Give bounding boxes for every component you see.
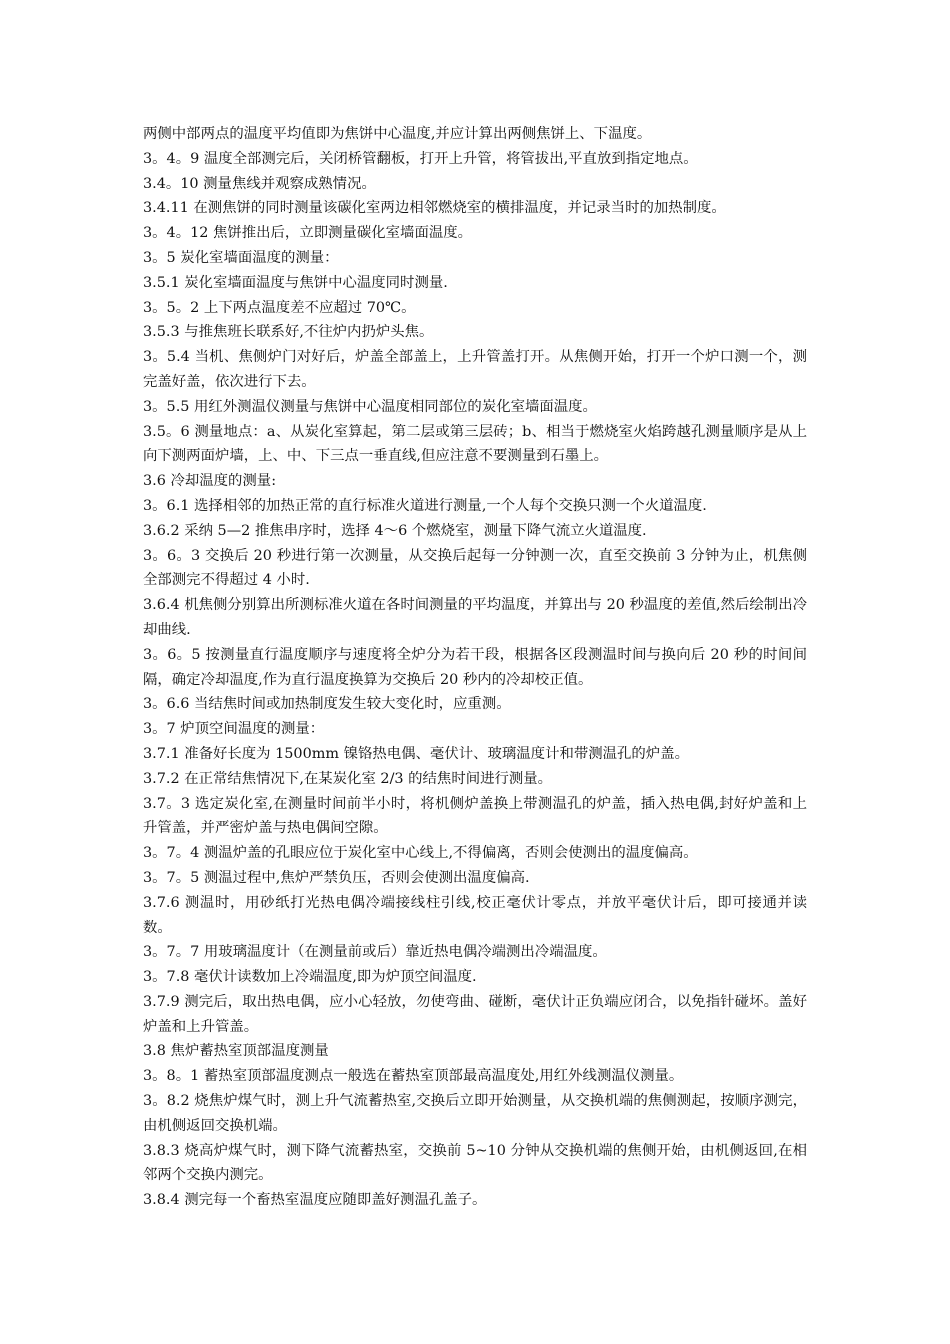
- paragraph: 3。5.5 用红外测温仪测量与焦饼中心温度相同部位的炭化室墙面温度。: [143, 398, 597, 415]
- paragraph: 两侧中部两点的温度平均值即为焦饼中心温度,并应计算出两侧焦饼上、下温度。: [143, 126, 652, 142]
- paragraph: 3.5。6 测量地点：a、从炭化室算起，第二层或第三层砖；b、相当于燃烧室火焰跨越孔测量顺序是从上向下测两面炉墙，上、中、下三点一垂直线,但应注意不要测量到石墨上。: [143, 423, 807, 465]
- paragraph: 3.7.1 准备好长度为 1500mm 镍铬热电偶、毫伏计、玻璃温度计和带测温孔的炉盖。: [143, 745, 689, 762]
- paragraph: 3.7。3 选定炭化室,在测量时间前半小时，将机侧炉盖换上带测温孔的炉盖，插入热电偶,封好炉盖和上升管盖，并严密炉盖与热电偶间空隙。: [143, 795, 807, 837]
- paragraph: 3。8。1 蓄热室顶部温度测点一般选在蓄热室顶部最高温度处,用红外线测温仪测量。: [143, 1068, 684, 1085]
- paragraph: 3。4。12 焦饼推出后，立即测量碳化室墙面温度。: [143, 225, 473, 242]
- paragraph: 3.7.9 测完后，取出热电偶，应小心轻放，勿使弯曲、碰断，毫伏计正负端应闭合，以免指针碰坏。盖好炉盖和上升管盖。: [143, 993, 807, 1035]
- paragraph: 3.6.4 机焦侧分别算出所测标准火道在各时间测量的平均温度，并算出与 20 秒温度的差值,然后绘制出冷却曲线.: [143, 597, 807, 638]
- paragraph: 3.4.11 在测焦饼的同时测量该碳化室两边相邻燃烧室的横排温度，并记录当时的加热制度。: [143, 200, 726, 217]
- section-heading: 3。5 炭化室墙面温度的测量：: [143, 249, 339, 266]
- paragraph: 3.7.6 测温时，用砂纸打光热电偶冷端接线柱引线,校正毫伏计零点，并放平毫伏计后，即可接通并读数。: [143, 894, 807, 936]
- paragraph: 3。5.4 当机、焦侧炉门对好后，炉盖全部盖上，上升管盖打开。从焦侧开始，打开一个炉口测一个，测完盖好盖，依次进行下去。: [143, 349, 807, 390]
- paragraph: 3。6.6 当结焦时间或加热制度发生较大变化时，应重测。: [143, 696, 511, 713]
- paragraph: 3。6.1 选择相邻的加热正常的直行标准火道进行测量,一个人每个交换只测一个火道温度.: [143, 497, 707, 514]
- paragraph: 3.8.3 烧高炉煤气时，测下降气流蓄热室，交换前 5~10 分钟从交换机端的焦侧开始，由机侧返回,在相邻两个交换内测完。: [143, 1142, 807, 1184]
- paragraph: 3。7.8 毫伏计读数加上冷端温度,即为炉顶空间温度.: [143, 969, 477, 986]
- paragraph: 3.4。10 测量焦线并观察成熟情况。: [143, 175, 376, 192]
- section-heading: 3。7 炉顶空间温度的测量：: [143, 721, 325, 738]
- paragraph: 3。4。9 温度全部测完后，关闭桥管翻板，打开上升管，将管拔出,平直放到指定地点。: [143, 150, 698, 167]
- document-body: [143, 122, 807, 1213]
- paragraph: 3。5。2 上下两点温度差不应超过 70℃。: [143, 299, 416, 316]
- paragraph: 3.6.2 采纳 5—2 推焦串序时，选择 4～6 个燃烧室，测量下降气流立火道温度.: [143, 522, 647, 539]
- paragraph: 3。8.2 烧焦炉煤气时，测上升气流蓄热室,交换后立即开始测量，从交换机端的焦侧测起，按顺序测完，由机侧返回交换机端。: [143, 1093, 807, 1134]
- paragraph: 3。6。3 交换后 20 秒进行第一次测量，从交换后起每一分钟测一次，直至交换前 3 分钟为止，机焦侧全部测完不得超过 4 小时.: [143, 547, 807, 589]
- paragraph: 3。7。7 用玻璃温度计（在测量前或后）靠近热电偶冷端测出冷端温度。: [143, 944, 607, 961]
- section-heading: 3.8 焦炉蓄热室顶部温度测量: [143, 1043, 329, 1060]
- paragraph: 3。7。5 测温过程中,焦炉严禁负压，否则会使测出温度偏高.: [143, 869, 530, 886]
- paragraph: 3.7.2 在正常结焦情况下,在某炭化室 2/3 的结焦时间进行测量。: [143, 770, 553, 787]
- section-heading: 3.6 冷却温度的测量:: [143, 473, 277, 490]
- paragraph: 3。6。5 按测量直行温度顺序与速度将全炉分为若干段，根据各区段测温时间与换向后 20 秒的时间间隔，确定冷却温度,作为直行温度换算为交换后 20 秒内的冷却校正值。: [143, 646, 807, 688]
- paragraph: 3.8.4 测完每一个畜热室温度应随即盖好测温孔盖子。: [143, 1192, 487, 1209]
- paragraph: 3.5.1 炭化室墙面温度与焦饼中心温度同时测量.: [143, 274, 448, 291]
- paragraph: 3.5.3 与推焦班长联系好,不往炉内扔炉头焦。: [143, 324, 434, 341]
- paragraph: 3。7。4 测温炉盖的孔眼应位于炭化室中心线上,不得偏离，否则会使测出的温度偏高。: [143, 845, 698, 862]
